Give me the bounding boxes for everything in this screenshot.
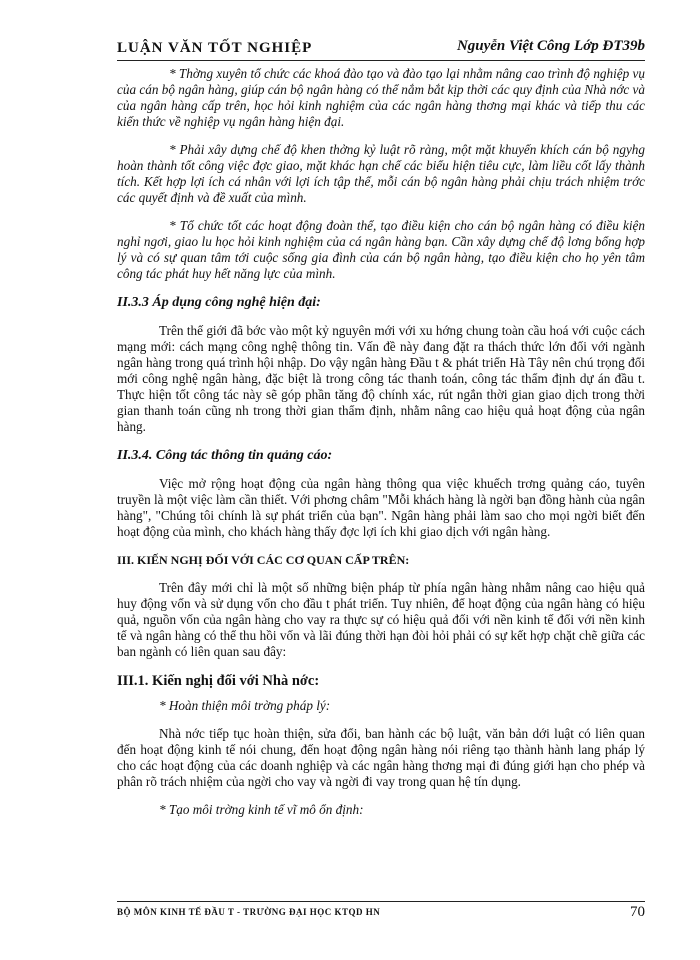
page-body: [117, 66, 645, 818]
paragraph-technology: Trên thế giới đã bớc vào một kỷ nguyên mới với xu hớng chung toàn cầu hoá với cuộc cách mạng mới: cách mạng công nghệ thông tin. Vấn đề này đang đặt ra thách thức lớn đối với ngành ngân hàng trong quá trình hội nhập. Do vậy ngân hàng Đầu t & phát triển Hà Tây nên chú trọng đổi mới công nghệ ngân hàng, đặc biệt là trong công tác thanh toán, công tác thẩm định dự án đầu t. Thực hiện tốt công tác này sẽ góp phần tăng độ chính xác, rút ngắn thời gian giao dịch trong thời gian thanh toán cũng nh trong thời gian thẩm định, nhằm nâng cao hiệu quả hoạt động của ngân hàng.: [117, 323, 645, 434]
paragraph-recommendations: Trên đây mới chỉ là một số những biện pháp từ phía ngân hàng nhằm nâng cao hiệu quả huy động vốn và sử dụng vốn cho đầu t phát triển. Tuy nhiên, để hoạt động của ngân hàng có hiệu quả, nguồn vốn của ngân hàng cho vay ra thực sự có hiệu quả đối với nền kinh tế đối với nền kinh tế và ngân hàng có thể thu hồi vốn và lãi đúng thời hạn đòi hỏi phải có sự kết hợp chặt chẽ giữa các ban ngành có liên quan sau đây:: [117, 580, 645, 659]
heading-advertising: II.3.4. Công tác thông tin quảng cáo:: [117, 448, 333, 463]
paragraph-rewards: * Phải xây dựng chế độ khen thởng kỷ luật rõ ràng, một mặt khuyến khích cán bộ ngyhg hoàn thành tốt công việc đợc giao, mặt khác hạn chế các biểu hiện tiêu cực, làm liều cốt lấy thành tích. Kết hợp lợi ích cá nhân với lợi ích tập thể, mỗi cán bộ ngân hàng phải chịu trách nhiệm trớc các quyết định và đề xuất của mình.: [117, 142, 645, 205]
page-footer: [117, 901, 645, 924]
paragraph-training: * Thờng xuyên tổ chức các khoá đào tạo và đào tạo lại nhằm nâng cao trình độ nghiệp vụ của cán bộ ngân hàng, giúp cán bộ ngân hàng có thể nắm bắt kịp thời các quy định của Nhà nớc và của ngân hàng cấp trên, học hỏi kinh nghiệm của các ngân hàng thơng mại khác và tiếp thu các kiến thức về nghiệp vụ ngân hàng hiện đại.: [117, 66, 645, 129]
page-number: 70: [630, 904, 645, 920]
footer-department: BỘ MÔN KINH TẾ ĐẦU T - TRƯỜNG ĐẠI HỌC KTQD HN: [117, 907, 381, 917]
header-author: Nguyễn Việt Công Lớp ĐT39b: [456, 38, 645, 54]
paragraph-activities: * Tổ chức tốt các hoạt động đoàn thể, tạo điều kiện cho cán bộ ngân hàng có điều kiện nghỉ ngơi, giao lu học hỏi kinh nghiệm của cá ngân hàng bạn. Cần xây dựng chế độ lơng bổng hợp lý và có sự quan tâm tới cuộc sống gia đình của cán bộ ngân hàng, tạo điều kiện cho họ yên tâm công tác phát huy hết năng lực của mình.: [117, 218, 645, 281]
header-title: LUẬN VĂN TỐT NGHIỆP: [117, 40, 313, 56]
page-header: [117, 34, 645, 61]
heading-technology: II.3.3 Áp dụng công nghệ hiện đại:: [117, 295, 321, 310]
heading-state-recommendations: III.1. Kiến nghị đối với Nhà nớc:: [117, 673, 320, 689]
subheading-legal-environment: * Hoàn thiện môi trờng pháp lý:: [159, 698, 331, 713]
paragraph-legal-environment: Nhà nớc tiếp tục hoàn thiện, sửa đổi, ban hành các bộ luật, văn bản dới luật có liên quan đến hoạt động kinh tế nói chung, đến hoạt động ngân hàng nói riêng tạo thành hành lang pháp lý cho các hoạt động của các doanh nghiệp và các ngân hàng thơng mại đi đúng giới hạn cho phép và phân rõ trách nhiệm của ngời cho vay và ngời đi vay trong quan hệ tín dụng.: [117, 726, 645, 789]
subheading-macro-environment: * Tạo môi trờng kinh tế vĩ mô ổn định:: [159, 802, 364, 817]
paragraph-advertising: Việc mở rộng hoạt động của ngân hàng thông qua việc khuếch trơng quảng cáo, tuyên truyền là một việc làm cần thiết. Với phơng châm "Mỗi khách hàng là ngời bạn đồng hành của ngân hàng", "Chúng tôi chính là sự phát triển của bạn". Ngân hàng phải làm sao cho mọi ngời biết đến hoạt động của mình, cho khách hàng thấy đợc lợi ích khi giao dịch với ngân hàng.: [117, 476, 645, 539]
heading-recommendations: III. KIẾN NGHỊ ĐỐI VỚI CÁC CƠ QUAN CẤP TRÊN:: [117, 553, 410, 567]
